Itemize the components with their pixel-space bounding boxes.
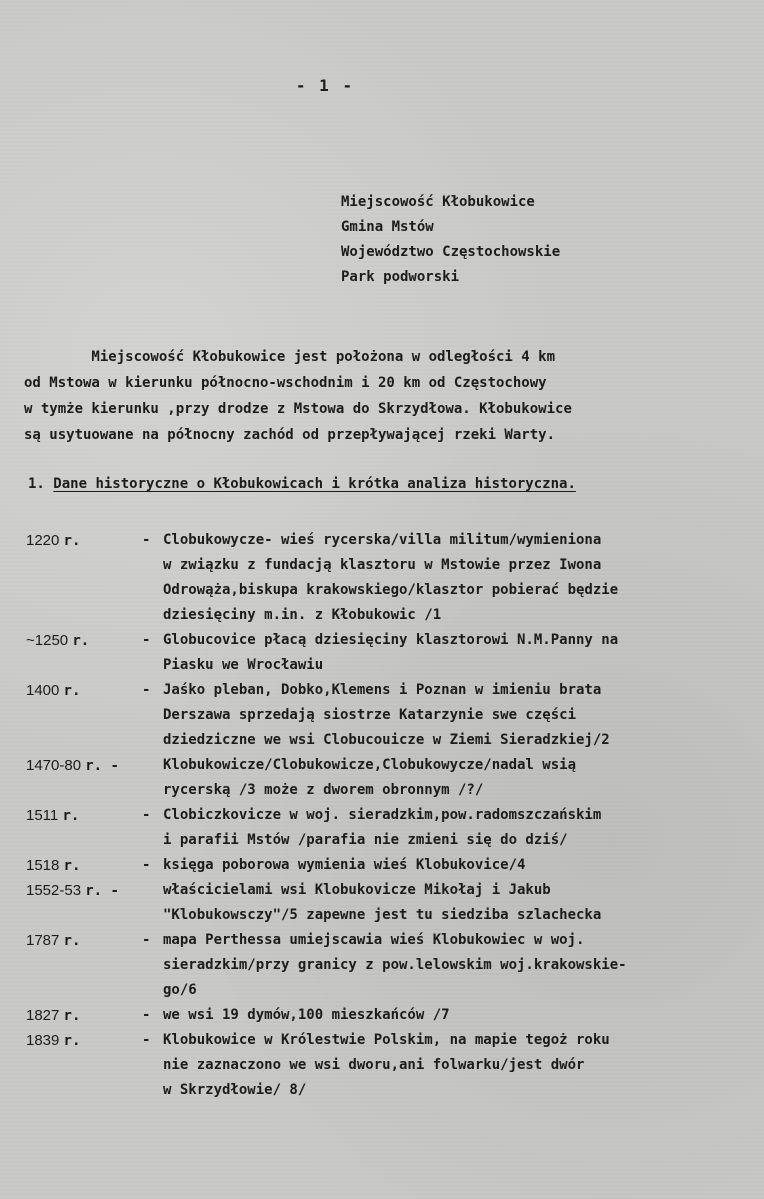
entry-year-suffix: r. bbox=[63, 533, 81, 549]
entry-year-value: 1518 bbox=[26, 857, 60, 874]
entry-year-value: 1787 bbox=[26, 932, 60, 949]
location-header bbox=[341, 190, 560, 290]
entry-text-line: mapa Perthessa umiejscawia wieś Klobukowiec w woj. bbox=[163, 932, 585, 948]
header-line-locality: Miejscowość Kłobukowice bbox=[341, 194, 535, 210]
chronology-entry bbox=[0, 1003, 764, 1028]
entry-year bbox=[26, 628, 89, 654]
entry-year-value: 1470-80 bbox=[26, 757, 82, 774]
entry-year-value: 1511 bbox=[26, 807, 59, 824]
section-heading bbox=[28, 476, 576, 492]
entry-year-value: 1552-53 bbox=[26, 882, 82, 899]
entry-text-line: nie zaznaczono we wsi dworu,ani folwarku/jest dwór bbox=[163, 1057, 585, 1073]
entry-text-line: w związku z fundacją klasztoru w Mstowie przez Iwona bbox=[163, 557, 602, 573]
entry-year-suffix: r. - bbox=[85, 883, 119, 899]
entry-year-value: 1827 bbox=[26, 1007, 60, 1024]
entry-text-line: rycerską /3 może z dworem obronnym /?/ bbox=[163, 782, 484, 798]
entry-year-suffix: r. bbox=[63, 933, 81, 949]
entry-text-line: Derszawa sprzedają siostrze Katarzynie swe części bbox=[163, 707, 577, 723]
entry-year bbox=[26, 878, 119, 904]
chronology-list bbox=[0, 528, 764, 1103]
entry-text-line: właścicielami wsi Klobukovicze Mikołaj i Jakub bbox=[163, 882, 551, 898]
entry-text-line: Piasku we Wrocławiu bbox=[163, 657, 324, 673]
entry-year-value: 1839 bbox=[26, 1032, 60, 1049]
header-line-object: Park podworski bbox=[341, 269, 460, 285]
entry-text bbox=[163, 678, 610, 753]
entry-text-line: i parafii Mstów /parafia nie zmieni się do dziś/ bbox=[163, 832, 568, 848]
entry-year bbox=[26, 678, 80, 704]
entry-text bbox=[163, 1028, 610, 1103]
entry-year-suffix: r. bbox=[63, 1008, 81, 1024]
entry-text-line: Klobukowicze/Clobukowicze,Clobukowycze/nadal wsią bbox=[163, 757, 577, 773]
section-title: Dane historyczne o Kłobukowicach i krótka analiza historyczna. bbox=[53, 476, 576, 492]
header-line-voivodeship: Województwo Częstochowskie bbox=[341, 244, 561, 260]
entry-text-line: Odrowąża,biskupa krakowskiego/klasztor pobierać będzie bbox=[163, 582, 619, 598]
intro-line: są usytuowane na północny zachód od przepływającej rzeki Warty. bbox=[24, 427, 556, 443]
entry-year-suffix: r. bbox=[63, 683, 81, 699]
entry-year bbox=[26, 1028, 80, 1054]
entry-text bbox=[163, 928, 627, 1003]
chronology-entry bbox=[0, 678, 764, 753]
chronology-entry bbox=[0, 628, 764, 678]
chronology-entry bbox=[0, 528, 764, 628]
entry-text-line: "Klobukowsczy"/5 zapewne jest tu siedziba szlachecka bbox=[163, 907, 602, 923]
entry-dash: - bbox=[142, 857, 151, 873]
entry-text bbox=[163, 803, 601, 853]
chronology-entry bbox=[0, 928, 764, 1003]
entry-text bbox=[163, 753, 576, 803]
page-number: - 1 - bbox=[295, 76, 355, 95]
entry-text-line: dziesięciny m.in. z Kłobukowic /1 bbox=[163, 607, 442, 623]
chronology-entry bbox=[0, 1028, 764, 1103]
entry-year-value: ~1250 bbox=[26, 632, 69, 649]
intro-line: od Mstowa w kierunku północno-wschodnim i 20 km od Częstochowy bbox=[24, 375, 547, 391]
entry-text-line: sieradzkim/przy granicy z pow.lelowskim woj.krakowskie- bbox=[163, 957, 627, 973]
intro-paragraph bbox=[24, 344, 572, 448]
entry-text-line: Clobiczkovicze w woj. sieradzkim,pow.radomszczańskim bbox=[163, 807, 602, 823]
entry-text-line: Clobukowycze- wieś rycerska/villa militum/wymieniona bbox=[163, 532, 602, 548]
entry-year bbox=[26, 928, 80, 954]
entry-text bbox=[163, 853, 525, 878]
intro-line: w tymże kierunku ,przy drodze z Mstowa do Skrzydłowa. Kłobukowice bbox=[24, 401, 572, 417]
entry-dash: - bbox=[142, 682, 151, 698]
entry-year-suffix: r. bbox=[63, 858, 81, 874]
entry-text bbox=[163, 1003, 450, 1028]
chronology-entry bbox=[0, 853, 764, 878]
entry-dash: - bbox=[142, 807, 151, 823]
entry-year-value: 1400 bbox=[26, 682, 60, 699]
entry-text bbox=[163, 628, 618, 678]
entry-dash: - bbox=[142, 932, 151, 948]
entry-year bbox=[26, 528, 80, 554]
entry-text-line: w Skrzydłowie/ 8/ bbox=[163, 1082, 307, 1098]
entry-year-value: 1220 bbox=[26, 532, 60, 549]
entry-text bbox=[163, 528, 618, 628]
entry-text-line: księga poborowa wymienia wieś Klobukovice/4 bbox=[163, 857, 526, 873]
entry-year-suffix: r. - bbox=[85, 758, 119, 774]
entry-text-line: go/6 bbox=[163, 982, 197, 998]
entry-year bbox=[26, 853, 80, 879]
chronology-entry bbox=[0, 803, 764, 853]
entry-year-suffix: r. bbox=[62, 808, 80, 824]
entry-dash: - bbox=[142, 532, 151, 548]
entry-text-line: Klobukowice w Królestwie Polskim, na mapie tegoż roku bbox=[163, 1032, 610, 1048]
entry-year bbox=[26, 1003, 80, 1029]
chronology-entry bbox=[0, 878, 764, 928]
entry-dash: - bbox=[142, 1007, 151, 1023]
entry-text-line: we wsi 19 dymów,100 mieszkańców /7 bbox=[163, 1007, 450, 1023]
entry-text-line: Jaśko pleban, Dobko,Klemens i Poznan w imieniu brata bbox=[163, 682, 602, 698]
entry-text-line: dziedziczne we wsi Clobucouicze w Ziemi Sieradzkiej/2 bbox=[163, 732, 610, 748]
entry-year-suffix: r. bbox=[63, 1033, 81, 1049]
entry-dash: - bbox=[142, 1032, 151, 1048]
entry-text-line: Globucovice płacą dziesięciny klasztorowi N.M.Panny na bbox=[163, 632, 619, 648]
entry-year-suffix: r. bbox=[72, 633, 90, 649]
intro-line: Miejscowość Kłobukowice jest położona w odległości 4 km bbox=[24, 349, 556, 365]
chronology-entry bbox=[0, 753, 764, 803]
entry-dash: - bbox=[142, 632, 151, 648]
section-number: 1. bbox=[28, 476, 45, 492]
entry-year bbox=[26, 753, 119, 779]
header-line-commune: Gmina Mstów bbox=[341, 219, 434, 235]
entry-text bbox=[163, 878, 601, 928]
entry-year bbox=[26, 803, 79, 829]
